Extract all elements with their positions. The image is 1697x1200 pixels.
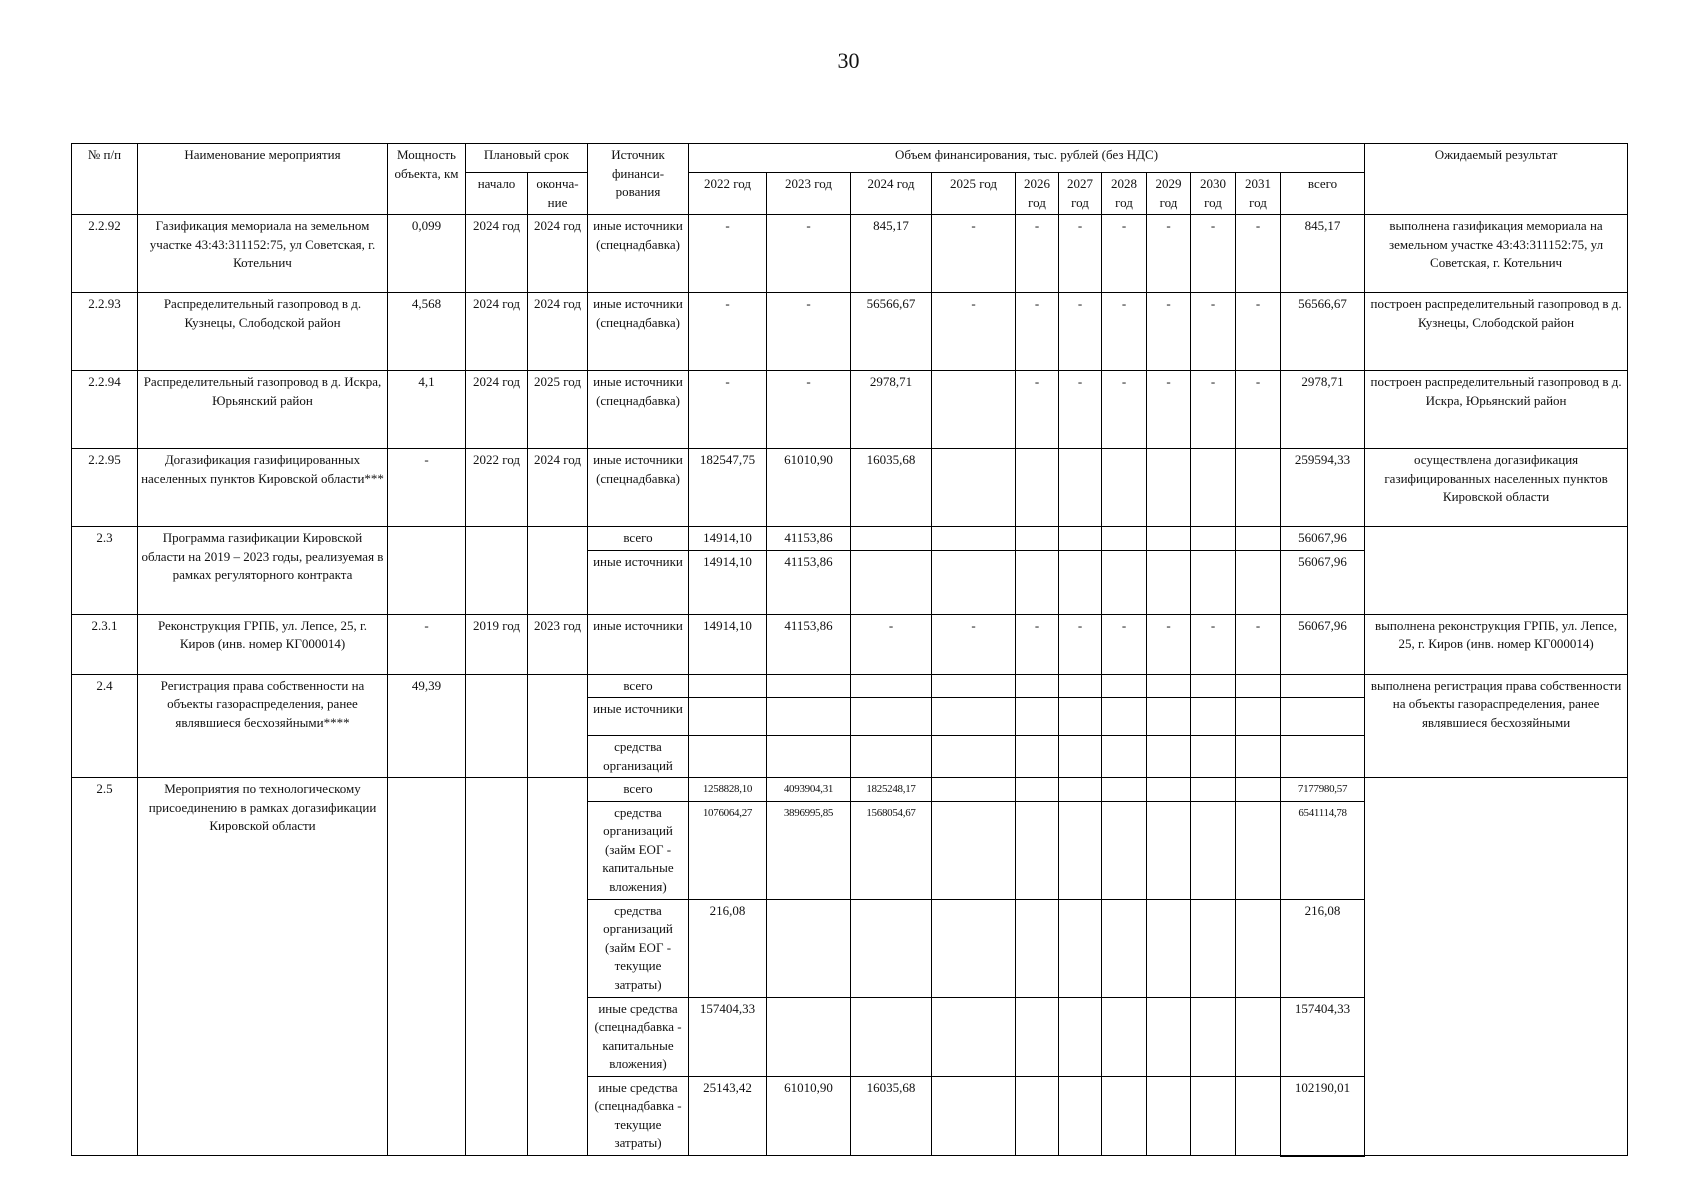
value-cell: - xyxy=(1102,614,1147,674)
value-cell: - xyxy=(689,293,767,371)
row-source: средства организаций xyxy=(588,736,689,778)
col-header-year: 2023 год xyxy=(767,173,851,215)
value-cell xyxy=(932,997,1016,1076)
row-source: всего xyxy=(588,527,689,551)
value-cell xyxy=(932,736,1016,778)
value-cell: 16035,68 xyxy=(851,449,932,527)
col-header-year: 2031 год xyxy=(1236,173,1281,215)
value-cell xyxy=(851,527,932,551)
row-name: Распределительный газопровод в д. Искра, Юрьянский район xyxy=(138,371,388,449)
value-cell xyxy=(851,736,932,778)
value-cell xyxy=(1059,997,1102,1076)
total-cell: 56067,96 xyxy=(1281,527,1365,551)
total-cell: 56067,96 xyxy=(1281,550,1365,614)
value-cell xyxy=(1059,736,1102,778)
value-cell xyxy=(1191,1076,1236,1156)
value-cell: - xyxy=(1016,371,1059,449)
row-source: всего xyxy=(588,778,689,802)
row-capacity: 4,1 xyxy=(388,371,466,449)
value-cell xyxy=(1059,674,1102,698)
value-cell xyxy=(1016,527,1059,551)
value-cell: 41153,86 xyxy=(767,614,851,674)
value-cell xyxy=(1147,674,1191,698)
value-cell xyxy=(932,1076,1016,1156)
row-start: 2024 год xyxy=(466,215,528,293)
row-name: Регистрация права собственности на объекты газораспределения, ранее являвшиеся бесхозяйными**** xyxy=(138,674,388,778)
total-cell: 56067,96 xyxy=(1281,614,1365,674)
value-cell: 1568054,67 xyxy=(851,801,932,899)
value-cell xyxy=(932,801,1016,899)
value-cell: - xyxy=(1059,215,1102,293)
value-cell: - xyxy=(1236,371,1281,449)
value-cell: - xyxy=(1102,371,1147,449)
value-cell xyxy=(767,997,851,1076)
value-cell xyxy=(1147,550,1191,614)
total-cell: 7177980,57 xyxy=(1281,778,1365,802)
value-cell: - xyxy=(1059,371,1102,449)
value-cell xyxy=(689,674,767,698)
row-result: осуществлена догазификация газифицированных населенных пунктов Кировской области xyxy=(1365,449,1628,527)
value-cell xyxy=(767,674,851,698)
row-end: 2023 год xyxy=(528,614,588,674)
value-cell xyxy=(851,698,932,736)
col-header-source: Источник финанси-рования xyxy=(588,144,689,215)
value-cell: - xyxy=(1016,215,1059,293)
value-cell xyxy=(1236,674,1281,698)
value-cell xyxy=(1236,527,1281,551)
row-num: 2.2.94 xyxy=(72,371,138,449)
row-source: иные источники (спецнадбавка) xyxy=(588,449,689,527)
value-cell: - xyxy=(932,215,1016,293)
total-cell: 102190,01 xyxy=(1281,1076,1365,1156)
row-name: Догазификация газифицированных населенных пунктов Кировской области*** xyxy=(138,449,388,527)
value-cell xyxy=(932,550,1016,614)
value-cell xyxy=(1191,736,1236,778)
col-header-total: всего xyxy=(1281,173,1365,215)
value-cell: - xyxy=(1147,371,1191,449)
value-cell xyxy=(1016,899,1059,997)
col-header-num: № п/п xyxy=(72,144,138,215)
row-name: Распределительный газопровод в д. Кузнецы, Слободской район xyxy=(138,293,388,371)
value-cell: - xyxy=(1102,215,1147,293)
value-cell xyxy=(1236,736,1281,778)
value-cell xyxy=(932,449,1016,527)
col-header-capacity: Мощность объекта, км xyxy=(388,144,466,215)
value-cell: 41153,86 xyxy=(767,527,851,551)
col-header-year: 2028 год xyxy=(1102,173,1147,215)
row-start: 2024 год xyxy=(466,371,528,449)
value-cell xyxy=(1016,550,1059,614)
value-cell xyxy=(1191,550,1236,614)
col-header-name: Наименование мероприятия xyxy=(138,144,388,215)
col-header-year: 2025 год xyxy=(932,173,1016,215)
value-cell xyxy=(1102,674,1147,698)
row-start xyxy=(466,527,528,615)
row-source: иные средства (спецнадбавка - капитальные вложения) xyxy=(588,997,689,1076)
value-cell xyxy=(851,550,932,614)
value-cell xyxy=(932,674,1016,698)
value-cell: 25143,42 xyxy=(689,1076,767,1156)
value-cell: - xyxy=(1059,614,1102,674)
col-header-planned-term: Плановый срок xyxy=(466,144,588,173)
financing-table xyxy=(71,143,1628,1157)
value-cell xyxy=(1147,736,1191,778)
total-cell xyxy=(1281,736,1365,778)
value-cell xyxy=(851,997,932,1076)
value-cell xyxy=(1147,899,1191,997)
col-header-start: начало xyxy=(466,173,528,215)
value-cell xyxy=(689,736,767,778)
row-end xyxy=(528,778,588,1156)
value-cell: 3896995,85 xyxy=(767,801,851,899)
value-cell xyxy=(1102,449,1147,527)
value-cell xyxy=(1236,449,1281,527)
value-cell xyxy=(1059,449,1102,527)
table-row xyxy=(72,293,1628,371)
value-cell xyxy=(1102,801,1147,899)
value-cell: 16035,68 xyxy=(851,1076,932,1156)
table-row xyxy=(72,215,1628,293)
col-header-year: 2022 год xyxy=(689,173,767,215)
value-cell xyxy=(1191,899,1236,997)
row-result: выполнена реконструкция ГРПБ, ул. Лепсе, 25, г. Киров (инв. номер КГ000014) xyxy=(1365,614,1628,674)
row-source: средства организаций (займ ЕОГ - текущие затраты) xyxy=(588,899,689,997)
value-cell xyxy=(1102,899,1147,997)
value-cell xyxy=(851,899,932,997)
row-capacity: - xyxy=(388,449,466,527)
row-source: иные источники xyxy=(588,614,689,674)
row-end xyxy=(528,674,588,778)
value-cell xyxy=(1016,1076,1059,1156)
value-cell xyxy=(767,736,851,778)
value-cell: 61010,90 xyxy=(767,1076,851,1156)
row-name: Мероприятия по технологическому присоединению в рамках догазификации Кировской области xyxy=(138,778,388,1156)
value-cell xyxy=(1191,698,1236,736)
value-cell: 14914,10 xyxy=(689,614,767,674)
value-cell: - xyxy=(932,293,1016,371)
value-cell xyxy=(851,674,932,698)
row-start: 2022 год xyxy=(466,449,528,527)
value-cell xyxy=(1102,997,1147,1076)
value-cell: - xyxy=(1016,293,1059,371)
value-cell: - xyxy=(1147,614,1191,674)
row-capacity: 49,39 xyxy=(388,674,466,778)
total-cell: 259594,33 xyxy=(1281,449,1365,527)
table-row xyxy=(72,449,1628,527)
row-name: Газификация мемориала на земельном участке 43:43:311152:75, ул Советская, г. Котельнич xyxy=(138,215,388,293)
row-num: 2.5 xyxy=(72,778,138,1156)
value-cell: - xyxy=(767,215,851,293)
row-num: 2.2.95 xyxy=(72,449,138,527)
value-cell xyxy=(1059,550,1102,614)
row-start: 2019 год xyxy=(466,614,528,674)
value-cell xyxy=(1191,449,1236,527)
value-cell xyxy=(1147,698,1191,736)
row-start xyxy=(466,778,528,1156)
value-cell xyxy=(1236,801,1281,899)
value-cell xyxy=(1236,899,1281,997)
row-source: иные источники xyxy=(588,550,689,614)
value-cell xyxy=(1236,698,1281,736)
row-num: 2.3.1 xyxy=(72,614,138,674)
value-cell xyxy=(1147,997,1191,1076)
value-cell xyxy=(1102,1076,1147,1156)
col-header-year: 2024 год xyxy=(851,173,932,215)
value-cell xyxy=(1236,1076,1281,1156)
total-cell: 157404,33 xyxy=(1281,997,1365,1076)
col-header-end: оконча-ние xyxy=(528,173,588,215)
table-row xyxy=(72,527,1628,551)
total-cell: 2978,71 xyxy=(1281,371,1365,449)
value-cell xyxy=(1147,449,1191,527)
value-cell xyxy=(1016,997,1059,1076)
row-source: иные источники (спецнадбавка) xyxy=(588,293,689,371)
row-end: 2024 год xyxy=(528,215,588,293)
row-num: 2.3 xyxy=(72,527,138,615)
value-cell xyxy=(1191,778,1236,802)
page-number: 30 xyxy=(837,48,860,73)
row-name: Реконструкция ГРПБ, ул. Лепсе, 25, г. Киров (инв. номер КГ000014) xyxy=(138,614,388,674)
row-capacity: 4,568 xyxy=(388,293,466,371)
total-cell: 56566,67 xyxy=(1281,293,1365,371)
total-cell: 216,08 xyxy=(1281,899,1365,997)
table-row xyxy=(72,778,1628,802)
value-cell: 1825248,17 xyxy=(851,778,932,802)
row-result: выполнена газификация мемориала на земельном участке 43:43:311152:75, ул Советская, г. Котельнич xyxy=(1365,215,1628,293)
value-cell xyxy=(932,698,1016,736)
col-header-year: 2030 год xyxy=(1191,173,1236,215)
value-cell xyxy=(1016,736,1059,778)
row-name: Программа газификации Кировской области на 2019 – 2023 годы, реализуемая в рамках регуляторного контракта xyxy=(138,527,388,615)
row-start: 2024 год xyxy=(466,293,528,371)
row-result xyxy=(1365,527,1628,615)
row-num: 2.2.93 xyxy=(72,293,138,371)
col-header-funding: Объем финансирования, тыс. рублей (без НДС) xyxy=(689,144,1365,173)
row-source: иные источники xyxy=(588,698,689,736)
value-cell: - xyxy=(1236,215,1281,293)
value-cell xyxy=(1191,997,1236,1076)
row-source: иные источники (спецнадбавка) xyxy=(588,371,689,449)
value-cell: 4093904,31 xyxy=(767,778,851,802)
value-cell xyxy=(932,899,1016,997)
row-start xyxy=(466,674,528,778)
value-cell xyxy=(1147,801,1191,899)
value-cell: 157404,33 xyxy=(689,997,767,1076)
value-cell xyxy=(932,778,1016,802)
value-cell xyxy=(1236,778,1281,802)
row-source: иные средства (спецнадбавка - текущие затраты) xyxy=(588,1076,689,1156)
value-cell xyxy=(1059,698,1102,736)
total-cell xyxy=(1281,674,1365,698)
value-cell: 1258828,10 xyxy=(689,778,767,802)
value-cell xyxy=(1059,527,1102,551)
row-capacity: - xyxy=(388,614,466,674)
row-capacity xyxy=(388,527,466,615)
value-cell xyxy=(1191,527,1236,551)
value-cell xyxy=(1016,674,1059,698)
total-cell: 845,17 xyxy=(1281,215,1365,293)
row-end: 2024 год xyxy=(528,449,588,527)
value-cell xyxy=(1236,997,1281,1076)
value-cell: - xyxy=(1147,293,1191,371)
row-capacity xyxy=(388,778,466,1156)
value-cell xyxy=(932,527,1016,551)
row-source: иные источники (спецнадбавка) xyxy=(588,215,689,293)
value-cell: - xyxy=(689,371,767,449)
value-cell xyxy=(1102,778,1147,802)
value-cell: 61010,90 xyxy=(767,449,851,527)
value-cell xyxy=(1102,550,1147,614)
value-cell xyxy=(1102,527,1147,551)
col-header-year: 2029 год xyxy=(1147,173,1191,215)
value-cell xyxy=(1102,698,1147,736)
value-cell: - xyxy=(1016,614,1059,674)
row-result: выполнена регистрация права собственности на объекты газораспределения, ранее являвшиеся бесхозяйными xyxy=(1365,674,1628,778)
header-row-1 xyxy=(72,144,1628,173)
table-row xyxy=(72,674,1628,698)
col-header-year: 2027 год xyxy=(1059,173,1102,215)
table-row xyxy=(72,614,1628,674)
value-cell: - xyxy=(689,215,767,293)
value-cell: - xyxy=(1059,293,1102,371)
row-end: 2025 год xyxy=(528,371,588,449)
value-cell: - xyxy=(1102,293,1147,371)
value-cell xyxy=(1147,778,1191,802)
value-cell xyxy=(1147,527,1191,551)
value-cell xyxy=(1016,801,1059,899)
value-cell xyxy=(1147,1076,1191,1156)
value-cell xyxy=(689,698,767,736)
value-cell: 1076064,27 xyxy=(689,801,767,899)
value-cell xyxy=(1016,449,1059,527)
value-cell xyxy=(1059,801,1102,899)
value-cell: - xyxy=(1191,293,1236,371)
value-cell: 56566,67 xyxy=(851,293,932,371)
value-cell xyxy=(1236,550,1281,614)
value-cell: - xyxy=(1191,371,1236,449)
value-cell xyxy=(1016,778,1059,802)
value-cell: 216,08 xyxy=(689,899,767,997)
value-cell: 41153,86 xyxy=(767,550,851,614)
total-cell: 6541114,78 xyxy=(1281,801,1365,899)
value-cell xyxy=(1059,778,1102,802)
value-cell xyxy=(932,371,1016,449)
value-cell: - xyxy=(1191,215,1236,293)
value-cell: - xyxy=(767,371,851,449)
table-row xyxy=(72,371,1628,449)
value-cell: - xyxy=(1147,215,1191,293)
value-cell: 182547,75 xyxy=(689,449,767,527)
row-result: построен распределительный газопровод в д. Искра, Юрьянский район xyxy=(1365,371,1628,449)
value-cell xyxy=(1191,674,1236,698)
value-cell xyxy=(1016,698,1059,736)
value-cell: - xyxy=(1236,614,1281,674)
row-end: 2024 год xyxy=(528,293,588,371)
value-cell: 2978,71 xyxy=(851,371,932,449)
row-result: построен распределительный газопровод в д. Кузнецы, Слободской район xyxy=(1365,293,1628,371)
value-cell xyxy=(1059,1076,1102,1156)
value-cell xyxy=(1191,801,1236,899)
row-source: всего xyxy=(588,674,689,698)
value-cell: - xyxy=(932,614,1016,674)
value-cell: - xyxy=(851,614,932,674)
value-cell xyxy=(767,698,851,736)
row-source: средства организаций (займ ЕОГ - капитальные вложения) xyxy=(588,801,689,899)
row-end xyxy=(528,527,588,615)
row-num: 2.2.92 xyxy=(72,215,138,293)
col-header-result: Ожидаемый результат xyxy=(1365,144,1628,215)
value-cell: - xyxy=(1236,293,1281,371)
value-cell: 14914,10 xyxy=(689,527,767,551)
value-cell xyxy=(1102,736,1147,778)
row-capacity: 0,099 xyxy=(388,215,466,293)
value-cell: - xyxy=(1191,614,1236,674)
col-header-year: 2026 год xyxy=(1016,173,1059,215)
value-cell xyxy=(1059,899,1102,997)
value-cell: 14914,10 xyxy=(689,550,767,614)
total-cell xyxy=(1281,698,1365,736)
row-result xyxy=(1365,778,1628,1156)
row-num: 2.4 xyxy=(72,674,138,778)
value-cell: - xyxy=(767,293,851,371)
value-cell xyxy=(767,899,851,997)
value-cell: 845,17 xyxy=(851,215,932,293)
